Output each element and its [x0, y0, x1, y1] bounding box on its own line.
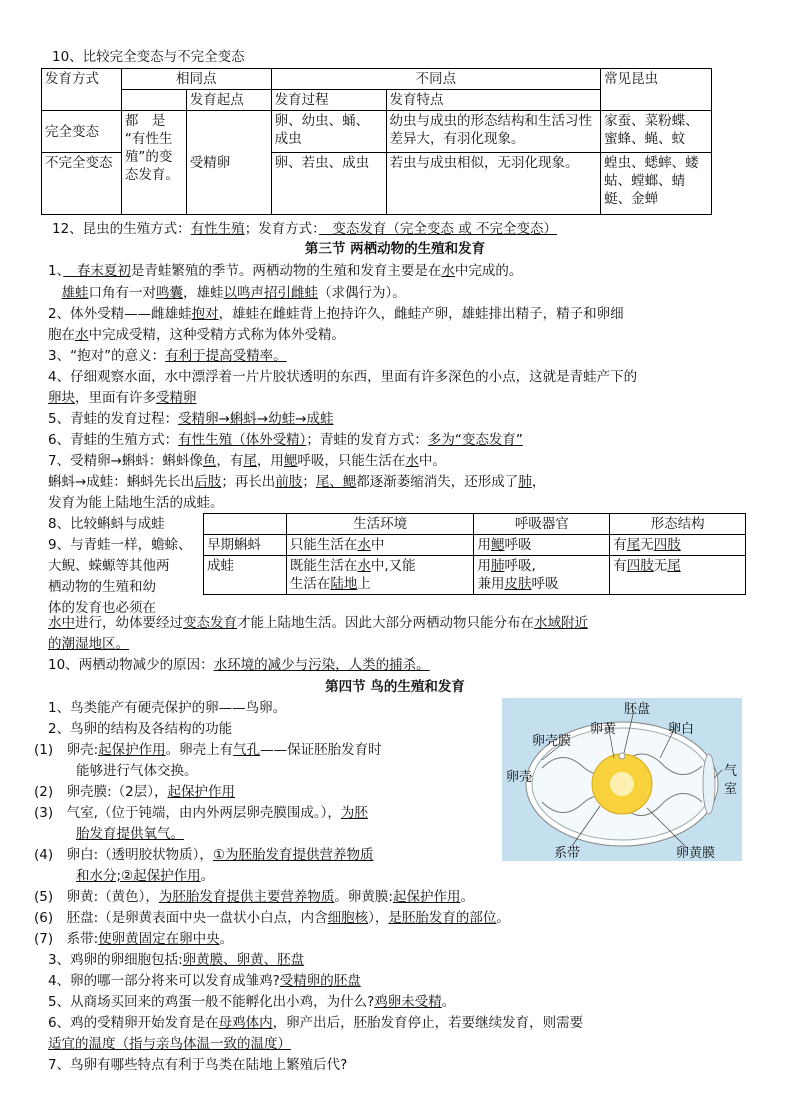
text: ，雄蛙在雌蛙背上抱持许久，雌蛙产卵，雄蛙排出精子，精子和卵细	[218, 306, 624, 322]
answer: 受精卵→蝌蚪→幼蛙→成蛙	[178, 411, 334, 427]
egg-diagram	[502, 698, 742, 861]
label-luanhuang: 卵黄	[590, 722, 617, 737]
text: (7) 系带:	[34, 931, 99, 947]
text: 无	[640, 537, 654, 553]
text: 1、	[48, 263, 64, 279]
row-frog-env	[286, 556, 474, 595]
text: ，雄蛙	[183, 285, 224, 301]
row-incomplete-name: 不完全变态	[42, 153, 122, 215]
egg-diagram-svg	[502, 698, 742, 861]
text: ——保证胚胎发育时	[260, 742, 382, 758]
section-title-4: 第四节 鸟的生殖和发育	[325, 679, 465, 695]
amph-line-10	[48, 452, 446, 470]
answer: 鳃	[283, 453, 298, 469]
answer: 的潮湿地区。	[48, 636, 129, 652]
label-luanke: 卵壳	[506, 770, 533, 785]
label-peipan: 胚盘	[624, 702, 651, 717]
amph-line-19	[48, 635, 129, 653]
text: 发育为能上陆地生活的成蛙。	[48, 495, 224, 511]
answer: 春末夏初	[63, 263, 131, 279]
answer: 母鸡体内	[218, 1015, 273, 1031]
text: 才能上陆地生活。因此大部分两栖动物只能分布在	[237, 615, 534, 631]
header-diff: 不同点	[271, 69, 600, 90]
label-luankemo: 卵壳膜	[532, 734, 572, 749]
text: 生活在	[289, 576, 331, 592]
text: 4、仔细观察水面，水中漂浮着一片片胶状透明的东西，里面有许多深色的小点，这就是青蛙产下的	[48, 369, 638, 385]
amph-line-15	[48, 557, 170, 575]
header-feature: 发育特点	[386, 90, 601, 111]
text: 都逐渐萎缩消失，还形成了	[356, 474, 519, 490]
answer: 水中	[48, 615, 75, 631]
bird-line-12	[34, 930, 233, 948]
air-cell	[703, 754, 715, 814]
answer: 。	[170, 826, 184, 842]
bird-line-11	[34, 909, 510, 927]
row-incomplete-process: 卵、若虫、成虫	[271, 153, 386, 215]
bird-line-5	[34, 783, 235, 801]
answer: 抱对	[191, 306, 219, 322]
answer: 水	[357, 558, 371, 574]
answer: 四肢	[626, 558, 654, 574]
metamorphosis-table	[41, 68, 712, 215]
section-title-3: 第三节 两栖动物的生殖和发育	[304, 241, 486, 257]
text: 。	[200, 868, 215, 884]
label-qishi-1: 气	[724, 764, 738, 779]
row-complete-insect: 家蚕、菜粉蝶、蜜蜂、蝇、蚊	[601, 111, 712, 153]
text: 呼吸，只能生活在	[297, 453, 406, 469]
bird-line-15	[48, 993, 455, 1011]
answer: 以鸣声招引雌蛙	[223, 285, 318, 301]
text: (5) 卵黄:（黄色），	[34, 889, 159, 905]
amph-line-11	[48, 473, 545, 491]
t2-blank	[204, 514, 287, 535]
answer: 尾	[667, 558, 681, 574]
row-frog-form	[610, 556, 746, 595]
text: 12、昆虫的生殖方式：	[52, 221, 191, 237]
tadpole-frog-table	[203, 513, 746, 595]
answer: 水环境的减少与污染，人类的捕杀。	[213, 657, 430, 673]
text: 9、与青蛙一样，蟾蜍、	[48, 537, 192, 553]
amph-line-12	[48, 494, 224, 512]
text: 。	[219, 931, 234, 947]
line-12	[52, 220, 557, 238]
answer: ①为胚胎发育提供营养物质	[212, 847, 374, 863]
bird-line-10	[34, 888, 474, 906]
answer: 前肢	[275, 474, 303, 490]
answer: 起保护作用	[98, 742, 166, 758]
answer: 水	[441, 263, 455, 279]
answer: 尾	[243, 453, 257, 469]
answer: 和水分;②起保护作用	[76, 868, 201, 884]
text: 5、从商场买回来的鸡蛋一般不能孵化出小鸡，为什么?	[48, 994, 375, 1010]
bird-line-7	[76, 825, 184, 843]
row-tadpole-name: 早期蝌蚪	[204, 535, 287, 556]
answer: 鸡卵未受精	[374, 994, 442, 1010]
bird-line-16	[48, 1014, 583, 1032]
row-frog-name: 成蛙	[204, 556, 287, 595]
text: 栖动物的生殖和幼	[48, 579, 156, 595]
label-qishi-2: 室	[724, 782, 738, 797]
text: 6、青蛙的生殖方式：	[48, 432, 179, 448]
amph-line-7	[48, 389, 197, 407]
header-form: 形态结构	[610, 514, 746, 535]
section-title-10: 10、比较完全变态与不完全变态	[52, 49, 245, 65]
amph-line-6	[48, 368, 637, 386]
header-fashi: 发育方式	[42, 69, 122, 111]
bird-line-14	[48, 972, 361, 990]
answer: 陆地	[330, 576, 358, 592]
text: 。	[441, 994, 456, 1010]
answer: 变态发育（完全变态 或 不完全变态）	[318, 221, 558, 237]
text: 3、“抱对”的意义：	[48, 348, 166, 364]
text: ），	[368, 910, 389, 926]
bird-line-2: 2、鸟卵的结构及各结构的功能	[48, 721, 233, 737]
amph-line-3	[48, 305, 624, 323]
answer: 水	[405, 453, 419, 469]
answer: 变态发育	[183, 615, 237, 631]
answer: 尾、鳃	[315, 474, 357, 490]
row-incomplete-feature: 若虫与成虫相似，无羽化现象。	[386, 153, 601, 215]
answer: 多为“变态发育”	[427, 432, 523, 448]
text: 既能生活在	[289, 558, 358, 574]
row-tadpole-form	[610, 535, 746, 556]
row-tadpole-env	[286, 535, 474, 556]
text: ，用	[256, 453, 284, 469]
answer: 鸣囊	[156, 285, 183, 301]
answer: 鳃	[490, 537, 505, 553]
answer: 有利于提高受精率。	[165, 348, 287, 364]
yolk-highlight	[610, 772, 634, 796]
text: 。卵黄膜:	[334, 889, 393, 905]
text: 口角有一对	[88, 285, 156, 301]
answer: 四肢	[653, 537, 681, 553]
text: 3、鸡卵的卵细胞包括:	[48, 952, 183, 968]
amph-line-13	[48, 515, 165, 533]
text: 中完成受精，这种受精方式称为体外受精。	[88, 327, 345, 343]
header-env: 生活环境	[286, 514, 474, 535]
answer: 起保护作用	[392, 889, 461, 905]
text: 7、受精卵→蝌蚪：蝌蚪像	[48, 453, 203, 469]
header-insect: 常见昆虫	[601, 69, 712, 111]
text: 上	[357, 576, 371, 592]
answer: 适宜的温度（指与亲鸟体温一致的温度）	[48, 1036, 291, 1052]
text: 无	[653, 558, 668, 574]
answer: 后肢	[194, 474, 222, 490]
answer: 细胞核	[327, 910, 369, 926]
amph-line-9	[48, 431, 523, 449]
bird-line-8	[34, 846, 374, 864]
text: 10、两栖动物减少的原因：	[48, 657, 214, 673]
text: 2、体外受精——雌雄蛙	[48, 306, 192, 322]
row-complete-name: 完全变态	[42, 111, 122, 153]
answer: 有性生殖	[190, 221, 245, 237]
bird-line-9	[76, 867, 214, 885]
text: 有	[613, 537, 627, 553]
text: 大鲵、蝾螈等其他两	[48, 558, 170, 574]
text	[48, 285, 62, 301]
text: ，有	[216, 453, 244, 469]
text: （求偶行为）。	[318, 285, 406, 301]
text: ；青蛙的发育方式：	[306, 432, 428, 448]
answer: 雄蛙	[61, 285, 89, 301]
label-luanhuangmo: 卵黄膜	[676, 846, 716, 861]
label-luanbai: 卵白	[668, 722, 695, 737]
bird-line-17	[48, 1035, 291, 1053]
bird-line-6	[34, 804, 368, 822]
text: 用	[477, 537, 491, 553]
row-frog-breath	[474, 556, 610, 595]
answer: 水	[75, 327, 89, 343]
text: 呼吸	[504, 537, 532, 553]
answer: 尾	[626, 537, 641, 553]
row-complete-feature: 幼虫与成虫的形态结构和生活习性差异大，有羽化现象。	[386, 111, 601, 153]
text: 体的发育也必须在	[48, 600, 156, 616]
header-breath: 呼吸器官	[474, 514, 610, 535]
row-tadpole-breath	[474, 535, 610, 556]
text: ，里面有许多	[75, 390, 156, 406]
header-start: 发育起点	[186, 90, 271, 111]
amph-line-8	[48, 410, 334, 428]
text: (6) 胚盘:（是卵黄表面中央一盘状小白点，内含	[34, 910, 328, 926]
start-cell: 受精卵	[186, 111, 271, 215]
answer: 胎发育提供氧气	[76, 826, 171, 842]
text: 蝌蚪→成蛙：蝌蚪先长出	[48, 474, 195, 490]
text: 呼吸,	[504, 558, 536, 574]
bird-line-1: 1、鸟类能产有硬壳保护的卵——鸟卵。	[48, 700, 287, 716]
text: 5、青蛙的发育过程：	[48, 411, 179, 427]
text: 有	[613, 558, 627, 574]
answer: 为胚	[340, 805, 368, 821]
amph-line-18	[48, 614, 588, 632]
text: ，	[531, 474, 546, 490]
answer: 为胚胎发育提供主要营养物质	[158, 889, 335, 905]
text: ；	[302, 474, 316, 490]
bird-line-13	[48, 951, 304, 969]
answer: 使卵黄固定在卵中央	[98, 931, 220, 947]
answer: 鱼	[202, 453, 217, 469]
text: 是青蛙繁殖的季节。两栖动物的生殖和发育主要是在	[130, 263, 442, 279]
bird-line-3	[34, 741, 382, 759]
text: 中	[370, 537, 385, 553]
text: 6、鸡的受精卵开始发育是在	[48, 1015, 219, 1031]
amph-line-20	[48, 656, 430, 674]
text: (4) 卵白:（透明胶状物质），	[34, 847, 213, 863]
text: ，卵产出后，胚胎发育停止，若要继续发育，则需要	[272, 1015, 584, 1031]
row-complete-process: 卵、幼虫、蛹、成虫	[271, 111, 386, 153]
amph-line-1	[48, 262, 522, 280]
text: 中完成的。	[454, 263, 523, 279]
text: 胞在	[48, 327, 75, 343]
answer: 水域附近	[534, 615, 588, 631]
answer: 有性生殖（体外受精）	[178, 432, 307, 448]
answer: 气孔	[233, 742, 261, 758]
answer: 卵块	[48, 390, 75, 406]
bird-line-18: 7、鸟卵有哪些特点有利于鸟类在陆地上繁殖后代?	[48, 1057, 348, 1073]
text: 呼吸	[531, 576, 559, 592]
germinal-disc	[619, 753, 625, 759]
text: 中。	[418, 453, 446, 469]
answer: 是胚胎发育的部位	[388, 910, 497, 926]
text: 用	[477, 558, 491, 574]
header-same: 相同点	[121, 69, 271, 90]
text: 进行，幼体要经过	[75, 615, 183, 631]
text: (1) 卵壳:	[34, 742, 99, 758]
text: ；再长出	[221, 474, 276, 490]
answer: 受精卵	[156, 390, 197, 406]
label-xidai: 系带	[554, 846, 581, 861]
bird-line-4: 能够进行气体交换。	[76, 763, 198, 779]
answer: 皮肤	[504, 576, 532, 592]
text: (2) 卵壳膜:（2层），	[34, 784, 168, 800]
header-process: 发育过程	[271, 90, 386, 111]
text: 兼用	[477, 576, 505, 592]
answer: 受精卵的胚盘	[279, 973, 361, 989]
answer: 卵黄膜、卵黄、胚盘	[182, 952, 305, 968]
row-incomplete-insect: 蝗虫、蟋蟀、蝼蛄、螳螂、蜻蜓、金蝉	[601, 153, 712, 215]
text: 。卵壳上有	[165, 742, 234, 758]
text: 。	[496, 910, 510, 926]
text: (3) 气室,（位于钝端，由内外两层卵壳膜围成。），	[34, 805, 341, 821]
amph-line-14	[48, 536, 192, 554]
answer: 起保护作用	[167, 784, 236, 800]
answer: 肺	[518, 474, 532, 490]
text: 只能生活在	[289, 537, 358, 553]
answer: 肺	[490, 558, 505, 574]
amph-line-16	[48, 578, 156, 596]
text: 8、比较蝌蚪与成蛙	[48, 516, 165, 532]
text: 4、卵的哪一部分将来可以发育成雏鸡?	[48, 973, 280, 989]
text: ；发育方式：	[244, 221, 319, 237]
amph-line-2	[48, 284, 406, 302]
header-blank	[121, 90, 186, 111]
answer: 水	[357, 537, 371, 553]
same-point-cell: 都 是 “有性生殖”的变态发育。	[121, 111, 186, 215]
text: 中,又能	[370, 558, 416, 574]
amph-line-5	[48, 347, 287, 365]
text: 。	[460, 889, 474, 905]
amph-line-4	[48, 326, 345, 344]
